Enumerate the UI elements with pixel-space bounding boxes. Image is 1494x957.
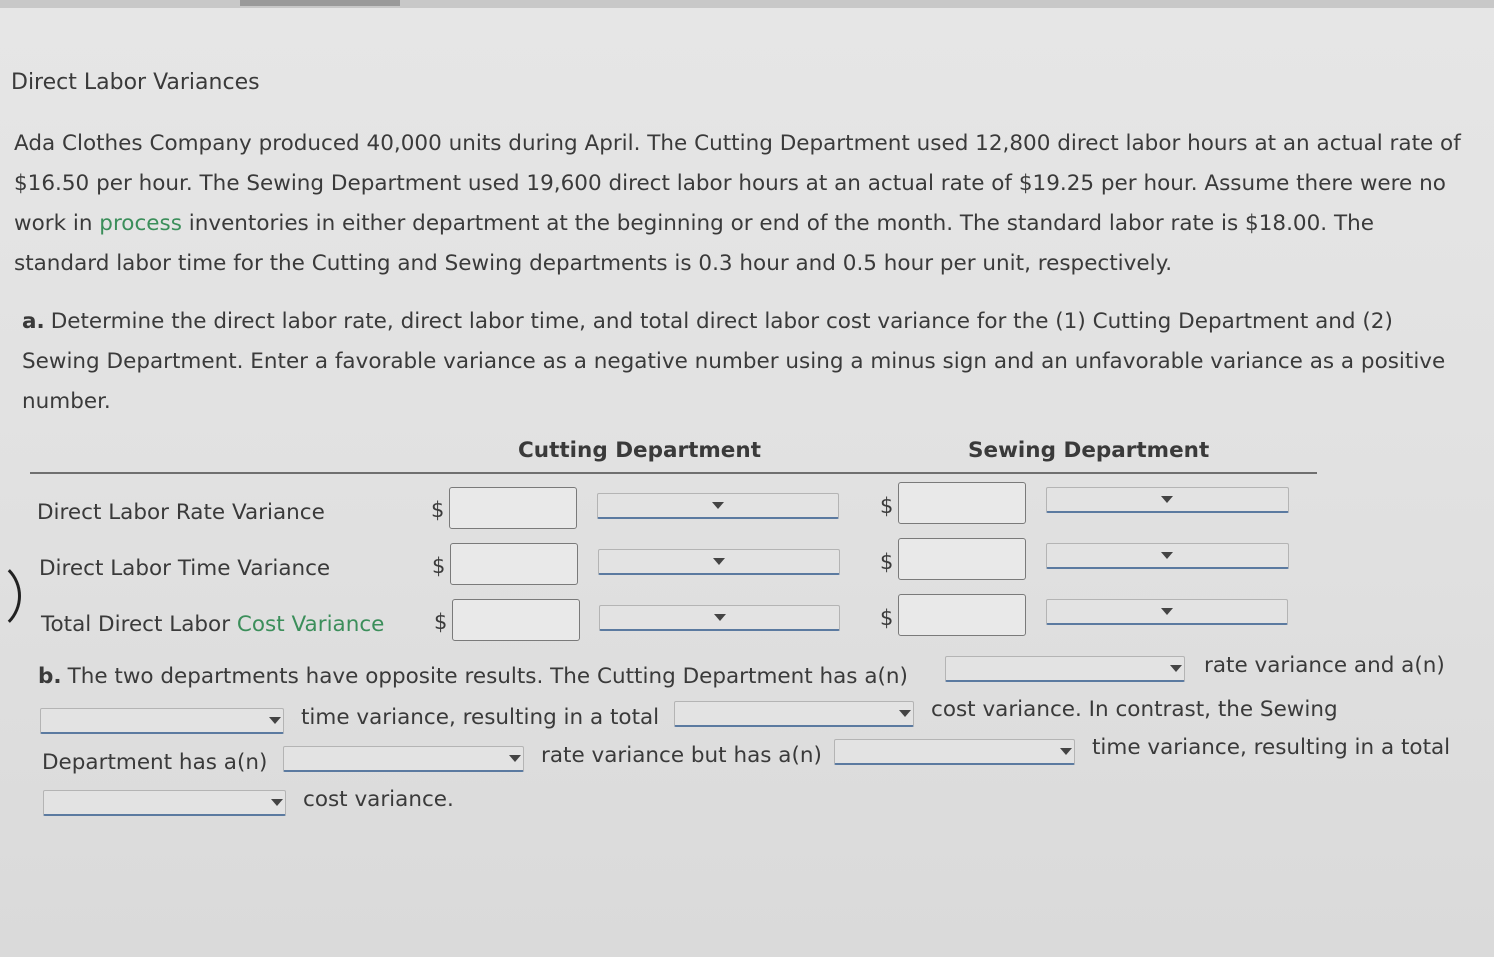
part-b-seg6: rate variance but has a(n) (541, 743, 822, 768)
cutting-rate-result-select[interactable] (945, 656, 1185, 682)
sewing-time-variance-select[interactable] (1046, 543, 1289, 569)
cutting-total-variance-select[interactable] (599, 605, 840, 631)
row-label-rate-variance: Direct Labor Rate Variance (37, 500, 325, 525)
chevron-down-icon (509, 755, 521, 762)
sewing-rate-result-select[interactable] (283, 746, 524, 772)
sewing-time-result-select[interactable] (834, 739, 1075, 765)
cutting-time-dollar-sign: $ (432, 554, 446, 578)
part-b-seg7: time variance, resulting in a total (1092, 735, 1451, 760)
chevron-down-icon (712, 502, 724, 509)
chevron-down-icon (1060, 748, 1072, 755)
chevron-down-icon (271, 799, 283, 806)
cutting-total-variance-input[interactable] (452, 599, 580, 641)
part-b-seg1: The two departments have opposite results. The Cutting Department has a(n) (67, 664, 908, 689)
sewing-rate-variance-select[interactable] (1046, 487, 1289, 513)
cutting-rate-variance-input[interactable] (449, 487, 577, 529)
problem-text-part1: Ada Clothes Company produced 40,000 units during April. The Cutting Department used 12,800 direct labor hours at an actual rate of $16.50 per hour. The Sewing Department used 19,600 direct labor hours at an actual rate of $19.25 per hour. Assume there were no work in (14, 131, 1461, 236)
chevron-down-icon (714, 614, 726, 621)
part-b-seg4: cost variance. In contrast, the Sewing (931, 697, 1338, 722)
top-bar (0, 0, 1494, 8)
sewing-total-variance-input[interactable] (898, 594, 1026, 636)
chevron-down-icon (1161, 496, 1173, 503)
sewing-total-result-select[interactable] (43, 790, 286, 816)
cutting-department-header: Cutting Department (518, 438, 761, 463)
part-b-label: b. (38, 664, 62, 689)
cutting-rate-dollar-sign: $ (431, 498, 445, 522)
part-a-text: Determine the direct labor rate, direct labor time, and total direct labor cost variance for the (1) Cutting Department and (2) Sewing Department. Enter a favorable variance as a negative number using a minus sign and an unfavorable variance as a positive number. (22, 309, 1446, 414)
problem-text-part2: inventories in either department at the beginning or end of the month. The standard labor rate is $18.00. The standard labor time for the Cutting and Sewing departments is 0.3 hour and 0.5 hour per unit, respectively. (14, 211, 1374, 276)
row-label-total-cost-variance (41, 612, 384, 637)
part-b-seg8: cost variance. (303, 787, 454, 812)
cutting-time-result-select[interactable] (40, 708, 284, 734)
sewing-rate-dollar-sign: $ (880, 494, 894, 518)
cutting-rate-variance-select[interactable] (597, 493, 839, 519)
left-edge-bracket (0, 558, 21, 634)
part-b-line1 (38, 664, 908, 689)
sewing-total-dollar-sign: $ (880, 606, 894, 630)
part-a-label: a. (22, 309, 45, 334)
chevron-down-icon (713, 558, 725, 565)
chevron-down-icon (899, 710, 911, 717)
sewing-department-header: Sewing Department (968, 438, 1210, 463)
part-b-seg2: rate variance and a(n) (1204, 653, 1445, 678)
chevron-down-icon (1161, 552, 1173, 559)
cutting-time-variance-select[interactable] (598, 549, 840, 575)
part-b-seg5: Department has a(n) (42, 750, 268, 775)
chevron-down-icon (1170, 665, 1182, 672)
chevron-down-icon (269, 717, 281, 724)
cutting-time-variance-input[interactable] (450, 543, 578, 585)
part-b-seg3: time variance, resulting in a total (301, 705, 660, 730)
row-label-time-variance: Direct Labor Time Variance (39, 556, 331, 581)
header-divider (30, 472, 1317, 474)
top-tab[interactable] (240, 0, 400, 6)
sewing-time-dollar-sign: $ (880, 550, 894, 574)
sewing-total-variance-select[interactable] (1046, 599, 1288, 625)
cost-variance-link[interactable]: Cost Variance (236, 612, 385, 637)
cutting-total-dollar-sign: $ (434, 610, 448, 634)
section-title: Direct Labor Variances (11, 70, 260, 95)
sewing-rate-variance-input[interactable] (898, 482, 1026, 524)
problem-text (14, 124, 1474, 284)
chevron-down-icon (1161, 608, 1173, 615)
process-link[interactable]: process (99, 211, 182, 236)
cutting-total-result-select[interactable] (674, 701, 914, 727)
sewing-time-variance-input[interactable] (898, 538, 1026, 580)
total-cost-label-start: Total Direct Labor (41, 612, 237, 637)
part-a-instructions (22, 302, 1472, 422)
